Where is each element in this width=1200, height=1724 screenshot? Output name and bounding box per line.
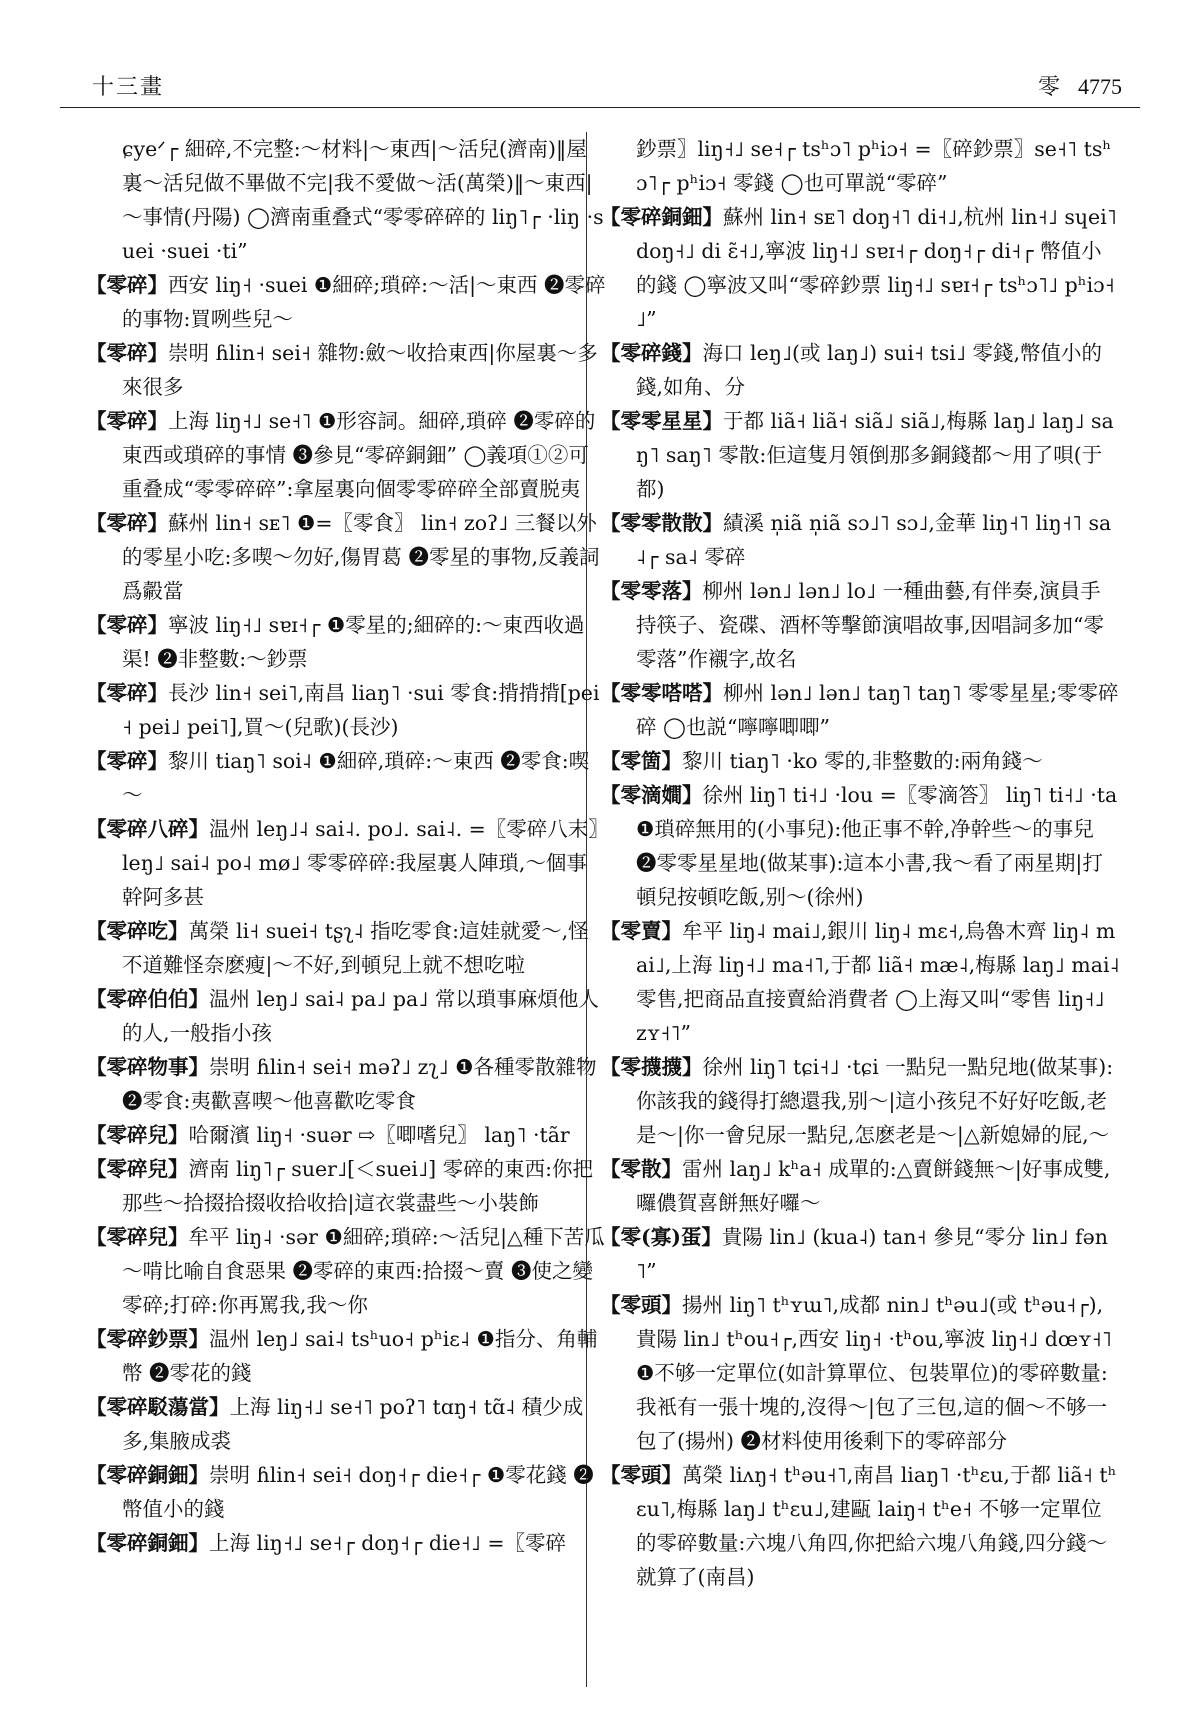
entry-headword: 【零碎錢】 (600, 341, 703, 365)
header-character: 零 (1037, 75, 1060, 100)
entry-text: 崇明 ɦlin˧ sei˧ doŋ˧┌ die˧┌ ❶零花錢 ❷幣值小的錢 (122, 1463, 594, 1521)
dictionary-entry (86, 132, 606, 268)
entry-text: 温州 leŋ˩ sai˨ pa˩ pa˩ 常以瑣事麻煩他人的人,一般指小孩 (122, 987, 599, 1045)
dictionary-entry (86, 812, 606, 914)
dictionary-entry (86, 676, 606, 744)
entry-text: 于都 liã˧ liã˧ siã˩ siã˩,梅縣 laŋ˩ laŋ˩ saŋ˥ saŋ˥ 零散:佢這隻月領倒那多銅錢都～用了唄(于都) (636, 409, 1114, 501)
entry-text: 牟平 liŋ˨ mai˩,銀川 liŋ˨ mɛ˧,烏魯木齊 liŋ˨ mai˩,上海 liŋ˧˩ ma˧˥,于都 liã˧ mæ˨,梅縣 laŋ˩ mai˨ 零售,把商品直接賣給消費者 ◯上海又叫“零售 liŋ˧˩ zʏ˧˥” (636, 919, 1120, 1045)
page-header (60, 60, 1140, 108)
dictionary-entry (600, 404, 1120, 506)
dictionary-entry (600, 574, 1120, 676)
entry-headword: 【零頭】 (600, 1463, 682, 1487)
dictionary-entry (600, 200, 1120, 336)
entry-headword: 【零碎吃】 (86, 919, 189, 943)
entry-text: 徐州 liŋ˥ ti˧˩ ·lou =〖零滴答〗 liŋ˥ ti˧˩ ·ta ❶瑣碎無用的(小事兒):他正事不幹,净幹些～的事兒 ❷零零星星地(做某事):這本小書,我～看了兩星期|打頓兒按頓吃飯,别～(徐州) (636, 783, 1118, 909)
dictionary-entry (86, 1050, 606, 1118)
entry-headword: 【零碎駁蕩當】 (86, 1395, 230, 1419)
entry-headword: 【零零嗒嗒】 (600, 681, 723, 705)
dictionary-entry (600, 744, 1120, 778)
dictionary-entry (600, 506, 1120, 574)
dictionary-entry (86, 1220, 606, 1322)
dictionary-entry (600, 132, 1120, 200)
dictionary-entry (600, 1288, 1120, 1458)
entry-headword: 【零碎】 (86, 409, 168, 433)
entry-headword: 【零碎八碎】 (86, 817, 209, 841)
page-heading (1038, 70, 1122, 101)
dictionary-entry (600, 914, 1120, 1050)
dictionary-entry (86, 336, 606, 404)
entry-headword: 【零碎鈔票】 (86, 1327, 209, 1351)
entry-headword: 【零碎】 (86, 511, 168, 535)
entry-headword: 【零碎】 (86, 681, 168, 705)
entry-text: ɕyeᐟ┌ 細碎,不完整:～材料|～東西|～活兒(濟南)‖屋裏～活兒做不畢做不完|我不愛做～活(萬榮)‖～東西|～事情(丹陽) ◯濟南重叠式“零零碎碎的 liŋ˥┌ ·liŋ ·suei ·suei ·ti” (122, 137, 604, 263)
entry-text: 上海 liŋ˧˩ se˧˥ ❶形容詞。細碎,瑣碎 ❷零碎的東西或瑣碎的事情 ❸參見“零碎銅鈿” ◯義項①②可重叠成“零零碎碎”:拿屋裏向個零零碎碎全部賣脱夷 (122, 409, 596, 501)
dictionary-entry (600, 1220, 1120, 1288)
entry-headword: 【零碎】 (86, 341, 168, 365)
entry-text: 蘇州 lin˧ sᴇ˥ ❶=〖零食〗 lin˧ zoʔ˩ 三餐以外的零星小吃:多喫～勿好,傷胃葛 ❷零星的事物,反義詞爲㲉當 (122, 511, 600, 603)
entry-headword: 【零碎銅鈿】 (86, 1463, 209, 1487)
dictionary-entry (600, 1050, 1120, 1152)
dictionary-entry (600, 1458, 1120, 1594)
dictionary-entry (86, 982, 606, 1050)
entry-headword: 【零碎伯伯】 (86, 987, 209, 1011)
entry-text: 崇明 ɦlin˧ sei˧ 雜物:斂～收拾東西|你屋裏～多來很多 (122, 341, 598, 399)
dictionary-entry (600, 336, 1120, 404)
entry-text: 温州 leŋ˩ sai˨ tsʰuo˧ pʰiɛ˨ ❶指分、角輔幣 ❷零花的錢 (122, 1327, 598, 1385)
dictionary-entry (86, 268, 606, 336)
entry-headword: 【零零星星】 (600, 409, 723, 433)
entry-text: 績溪 n̩iã n̩iã sɔ˩˥ sɔ˩,金華 liŋ˧˥ liŋ˧˥ sa˨┌ sa˨ 零碎 (636, 511, 1112, 569)
header-rule (60, 107, 1140, 108)
entry-headword: 【零碎兒】 (86, 1225, 189, 1249)
right-column (600, 132, 1120, 1594)
entry-headword: 【零散】 (600, 1157, 682, 1181)
entry-text: 萬榮 liʌŋ˧ tʰəu˧˥,南昌 liaŋ˥ ·tʰɛu,于都 liã˧ tʰɛu˥,梅縣 laŋ˩ tʰɛu˩,建甌 laiŋ˧ tʰe˧ 不够一定單位的零碎數量:六塊八角四,你把給六塊八角錢,四分錢～就算了(南昌) (636, 1463, 1117, 1589)
dictionary-entry (86, 744, 606, 812)
entry-text: 西安 liŋ˧ ·suei ❶細碎;瑣碎:～活|～東西 ❷零碎的事物:買咧些兒～ (122, 273, 606, 331)
entry-headword: 【零零散散】 (600, 511, 723, 535)
page-number: 4775 (1078, 74, 1122, 99)
dictionary-entry (600, 676, 1120, 744)
entry-text: 上海 liŋ˧˩ se˧˥ poʔ˥ tɑŋ˧ tɑ̃˨ 積少成多,集腋成裘 (122, 1395, 584, 1453)
dictionary-entry (86, 1526, 606, 1560)
entry-text: 柳州 lən˩ lən˩ lo˩ 一種曲藝,有伴奏,演員手持筷子、瓷碟、酒杯等擊節演唱故事,因唱詞多加“零零落”作襯字,故名 (636, 579, 1104, 671)
entry-headword: 【零(寡)蛋】 (600, 1225, 722, 1249)
section-label: 十三畫 (92, 75, 165, 100)
entry-text: 海口 leŋ˩(或 laŋ˩) sui˧ tsi˩ 零錢,幣值小的錢,如角、分 (636, 341, 1102, 399)
entry-text: 黎川 tiaŋ˥ soi˨ ❶細碎,瑣碎:～東西 ❷零食:喫～ (122, 749, 590, 807)
entry-text: 蘇州 lin˧ sᴇ˥ doŋ˧˥ di˧˩,杭州 lin˧˩ sɥei˥ doŋ˧˩ di ɛ̃˧˩,寧波 liŋ˧˩ sɐɪ˧┌ doŋ˧┌ di˧┌ 幣值小的錢 ◯寧波又叫“零碎鈔票 liŋ˧˩ sɐɪ˧┌ tsʰɔ˥˩ pʰiɔ˧˩” (636, 205, 1117, 331)
entry-headword: 【零碎】 (86, 749, 168, 773)
entry-headword: 【零㩢㩢】 (600, 1055, 703, 1079)
dictionary-entry (86, 1152, 606, 1220)
entry-text: 鈔票〗liŋ˧˩ se˧┌ tsʰɔ˥ pʰiɔ˧ =〖碎鈔票〗se˧˥ tsʰɔ˥┌ pʰiɔ˧ 零錢 ◯也可單説“零碎” (636, 137, 1112, 195)
dictionary-entry (86, 608, 606, 676)
entry-headword: 【零賣】 (600, 919, 682, 943)
entry-text: 貴陽 lin˩ (kua˨) tan˧ 參見“零分 lin˩ fən˥” (636, 1225, 1108, 1283)
dictionary-entry (600, 778, 1120, 914)
left-column (86, 132, 606, 1560)
entry-headword: 【零碎】 (86, 273, 168, 297)
entry-text: 柳州 lən˩ lən˩ taŋ˥ taŋ˥ 零零星星;零零碎碎 ◯也説“嚀嚀唧唧” (636, 681, 1119, 739)
entry-headword: 【零碎銅鈿】 (86, 1531, 209, 1555)
dictionary-entry (600, 1152, 1120, 1220)
entry-text: 揚州 liŋ˥ tʰʏɯ˥,成都 nin˩ tʰəu˩(或 tʰəu˧┌),貴陽 lin˩ tʰou˧┌,西安 liŋ˧ ·tʰou,寧波 liŋ˧˩ dœʏ˧˥ ❶不够一定單位(如計算單位、包裝單位)的零碎數量:我衹有一張十塊的,沒得～|包了三包,這的個～不够一包了(揚州) ❷材料使用後剩下的零碎部分 (636, 1293, 1112, 1453)
entry-text: 長沙 lin˧ sei˥,南昌 liaŋ˥ ·sui 零食:揹揹揹[pei˧ pei˩ pei˥],買～(兒歌)(長沙) (122, 681, 600, 739)
entry-text: 牟平 liŋ˨ ·sər ❶細碎;瑣碎:～活兒|△種下苦瓜～啃比喻自食惡果 ❷零碎的東西:拾掇～賣 ❸使之變零碎;打碎:你再罵我,我～你 (122, 1225, 605, 1317)
dictionary-entry (86, 1118, 606, 1152)
entry-text: 黎川 tiaŋ˥ ·ko 零的,非整數的:兩角錢～ (682, 749, 1043, 773)
dictionary-entry (86, 1390, 606, 1458)
entry-text: 徐州 liŋ˥ tɕi˧˩ ·tɕi 一點兒一點兒地(做某事):你該我的錢得打總還我,别～|這小孩兒不好好吃飯,老是～|你一會兒尿一點兒,怎麽老是～|△新媳婦的屁,～ (636, 1055, 1114, 1147)
dictionary-entry (86, 914, 606, 982)
entry-headword: 【零碎銅鈿】 (600, 205, 723, 229)
entry-headword: 【零碎兒】 (86, 1157, 189, 1181)
entry-headword: 【零頭】 (600, 1293, 682, 1317)
entry-headword: 【零碎兒】 (86, 1123, 189, 1147)
dictionary-entry (86, 404, 606, 506)
entry-headword: 【零箇】 (600, 749, 682, 773)
dictionary-entry (86, 1322, 606, 1390)
entry-headword: 【零滴𡢃】 (600, 783, 703, 807)
entry-text: 寧波 liŋ˧˩ sɐɪ˧┌ ❶零星的;細碎的:～東西收過渠! ❷非整數:～鈔票 (122, 613, 585, 671)
entry-headword: 【零零落】 (600, 579, 703, 603)
entry-text: 濟南 liŋ˥┌ suer˩[＜suei˩] 零碎的東西:你把那些～拾掇拾掇收拾收拾|這衣裳盡些～小裝飾 (122, 1157, 594, 1215)
dictionary-entry (86, 506, 606, 608)
entry-headword: 【零碎】 (86, 613, 168, 637)
entry-text: 温州 leŋ˩˨ sai˨. po˩. sai˨. =〖零碎八末〗leŋ˩ sai˨ po˨ mø˩ 零零碎碎:我屋裏人陣瑣,～個事幹阿多甚 (122, 817, 599, 909)
entry-text: 哈爾濱 liŋ˧ ·suər ⇨〖唧嗜兒〗 laŋ˥ ·tãr (188, 1123, 570, 1147)
entry-text: 上海 liŋ˧˩ se˧┌ doŋ˧┌ die˧˩ =〖零碎 (209, 1531, 567, 1555)
entry-text: 崇明 ɦlin˧ sei˧ məʔ˩ zʅ˩ ❶各種零散雜物 ❷零食:夷歡喜喫～他喜歡吃零食 (122, 1055, 597, 1113)
entry-text: 雷州 laŋ˩ kʰa˧ 成單的:△賣餅錢無～|好事成雙,囉儂賀喜餅無好囉～ (636, 1157, 1111, 1215)
entry-text: 萬榮 li˧ suei˧ tʂʅ˨ 指吃零食:這娃就愛～,怪不道難怪奈麽瘦|～不好,到頓兒上就不想吃啦 (122, 919, 589, 977)
entry-headword: 【零碎物事】 (86, 1055, 209, 1079)
dictionary-entry (86, 1458, 606, 1526)
